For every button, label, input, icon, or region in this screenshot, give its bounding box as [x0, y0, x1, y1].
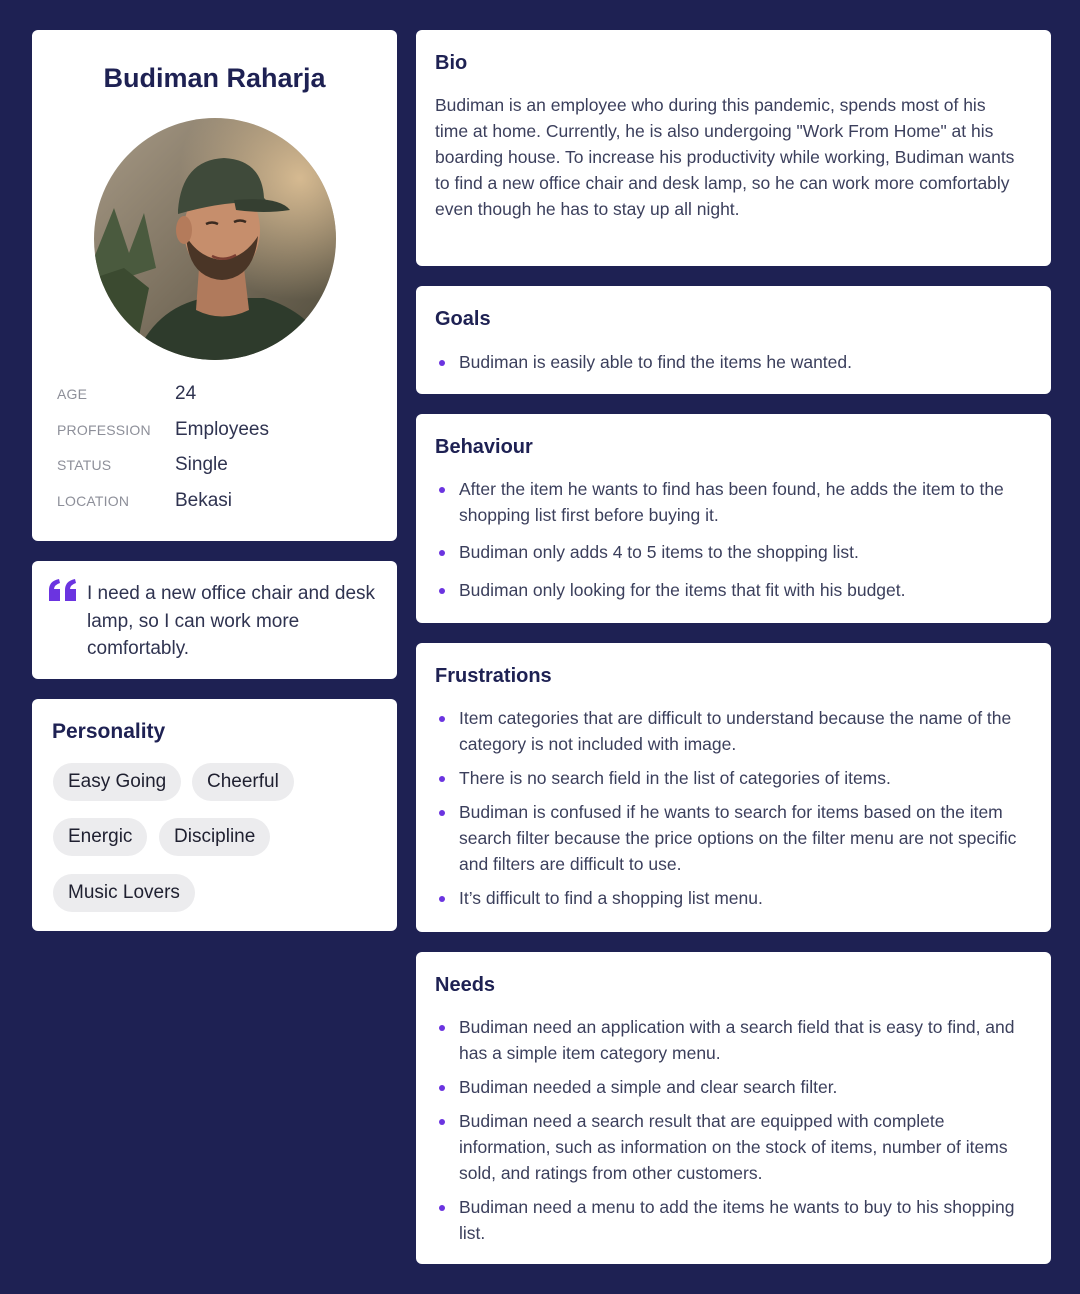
personality-card [32, 699, 397, 931]
info-value: Single [175, 454, 228, 475]
needs-card [416, 952, 1051, 1264]
personality-chip: Energic [53, 818, 147, 856]
list-item: Budiman is easily able to find the items he wanted. [435, 349, 1035, 375]
list-item: Budiman need a search result that are equipped with complete information, such as information on the stock of items, number of items sold, and ratings from other customers. [435, 1108, 1035, 1186]
personality-chip: Easy Going [53, 763, 181, 801]
quote-icon [49, 579, 77, 601]
info-label: LOCATION [57, 493, 130, 509]
bio-title: Bio [435, 52, 468, 74]
info-row-location [57, 486, 232, 516]
bio-card [416, 30, 1051, 266]
quote-text: I need a new office chair and desk lamp, so I can work more comfortably. [87, 583, 376, 659]
avatar [94, 118, 336, 360]
behaviour-title: Behaviour [435, 436, 533, 458]
personality-title: Personality [52, 720, 166, 743]
info-row-profession [57, 415, 269, 445]
list-item: After the item he wants to find has been found, he adds the item to the shopping list first before buying it. [435, 476, 1035, 528]
info-value: Employees [175, 419, 269, 440]
info-row-age [57, 379, 196, 409]
frustrations-title: Frustrations [435, 665, 552, 687]
info-value: Bekasi [175, 490, 233, 511]
list-item: Budiman needed a simple and clear search filter. [435, 1074, 1035, 1100]
quote-card [32, 561, 397, 679]
info-row-status [57, 450, 228, 480]
list-item: Budiman only looking for the items that fit with his budget. [435, 577, 1035, 603]
goals-card [416, 286, 1051, 394]
personality-chip: Music Lovers [53, 874, 195, 912]
list-item: Budiman need a menu to add the items he wants to buy to his shopping list. [435, 1194, 1035, 1246]
profile-card [32, 30, 397, 541]
list-item: Item categories that are difficult to understand because the name of the category is not included with image. [435, 705, 1035, 757]
frustrations-list [435, 705, 1035, 911]
profile-name: Budiman Raharja [103, 63, 326, 93]
info-value: 24 [175, 383, 197, 404]
info-label: AGE [57, 386, 88, 402]
needs-list [435, 1014, 1035, 1246]
behaviour-list [435, 476, 1035, 603]
personality-chip: Discipline [159, 818, 270, 856]
personality-chip: Cheerful [192, 763, 294, 801]
list-item: Budiman need an application with a search field that is easy to find, and has a simple item category menu. [435, 1014, 1035, 1066]
info-label: PROFESSION [57, 422, 151, 438]
frustrations-card [416, 643, 1051, 932]
behaviour-card [416, 414, 1051, 623]
needs-title: Needs [435, 974, 496, 996]
list-item: Budiman only adds 4 to 5 items to the shopping list. [435, 539, 1035, 565]
goals-list [435, 349, 1035, 375]
list-item: There is no search field in the list of categories of items. [435, 765, 1035, 791]
bio-text: Budiman is an employee who during this pandemic, spends most of his time at home. Currently, he is also undergoing "Work From Home" at his boarding house. To increase his productivity while working, Budiman wants to find a new office chair and desk lamp, so he can work more comfortably even though he has to stay up all night. [435, 95, 1015, 219]
info-label: STATUS [57, 457, 112, 473]
list-item: Budiman is confused if he wants to search for items based on the item search filter because the price options on the filter menu are not specific and filters are difficult to use. [435, 799, 1035, 877]
goals-title: Goals [435, 308, 491, 330]
list-item: It’s difficult to find a shopping list menu. [435, 885, 1035, 911]
